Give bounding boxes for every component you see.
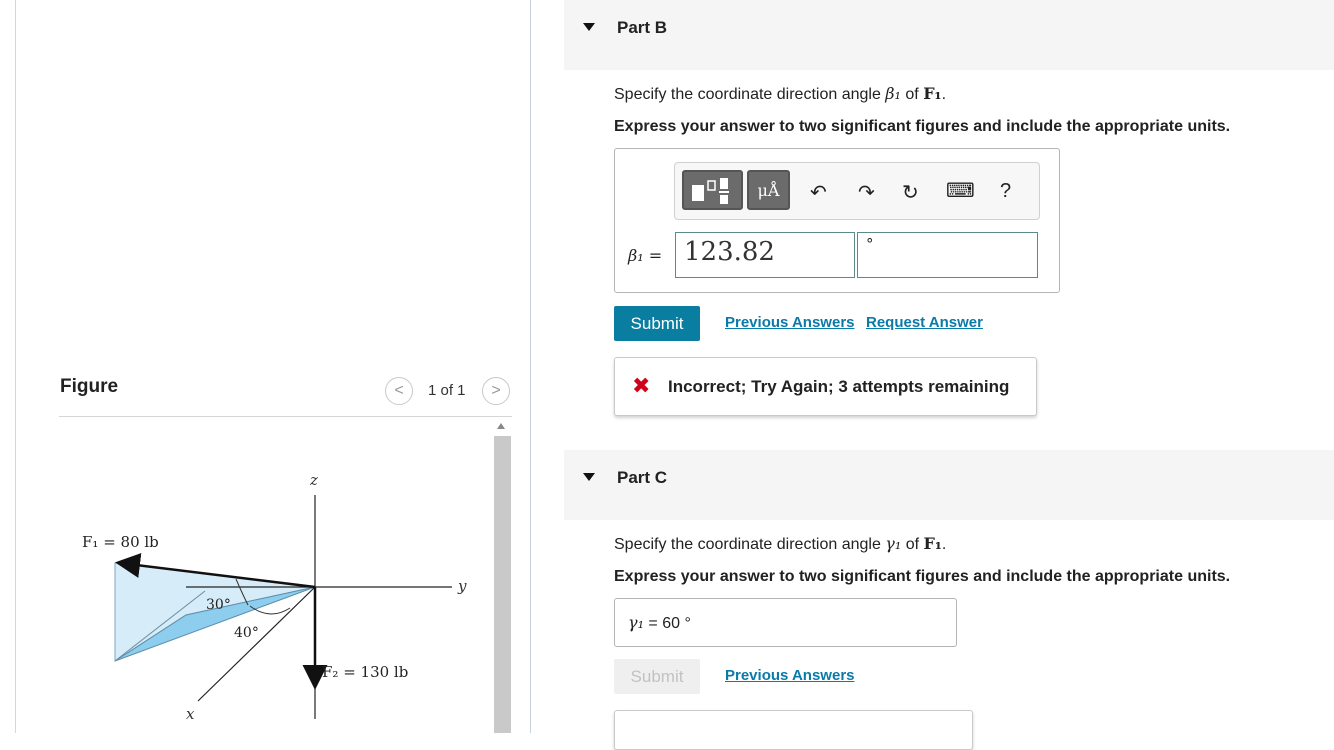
f1-label: F₁ = 80 lb [82,533,159,551]
angle-40-label: 40° [234,625,259,641]
templates-icon [684,172,741,208]
part-b-instruction: Express your answer to two significant figures and include the appropriate units. [614,118,1231,135]
part-b-question: Specify the coordinate direction angle β₁ of F₁. [614,84,947,103]
panel-splitter[interactable] [530,0,531,733]
collapse-part-c-icon[interactable] [583,473,595,481]
beta-label: β₁ = [628,246,663,265]
figure-divider [59,416,512,417]
part-c-question: Specify the coordinate direction angle γ₁ of F₁. [614,534,947,553]
part-c-submit-button[interactable]: Submit [614,659,700,694]
reset-icon[interactable]: ↻ [902,182,919,204]
part-b-title: Part B [617,18,668,37]
scroll-up-arrow-icon[interactable] [497,423,505,429]
f2-label: F₂ = 130 lb [322,663,409,681]
keyboard-icon[interactable]: ⌨ [946,180,975,202]
left-panel-border [15,0,16,733]
next-figure-button[interactable]: > [482,377,510,405]
units-input[interactable]: ° [857,232,1038,278]
collapse-part-b-icon[interactable] [583,23,595,31]
part-c-instruction: Express your answer to two significant figures and include the appropriate units. [614,568,1231,585]
help-icon[interactable]: ? [1000,180,1012,202]
previous-figure-button[interactable]: < [385,377,413,405]
value-input[interactable]: 123.82 [675,232,855,278]
part-c-header[interactable] [564,450,1334,520]
undo-icon[interactable]: ↶ [810,182,827,204]
part-b-header[interactable] [564,0,1334,70]
redo-icon[interactable]: ↷ [858,182,875,204]
x-axis-label: x [186,705,195,723]
figure-pager-text: 1 of 1 [428,382,466,399]
previous-answers-link[interactable]: Previous Answers [725,314,855,331]
figure-scrollbar[interactable] [494,436,511,733]
part-c-title: Part C [617,468,668,487]
part-c-feedback-box [614,710,973,750]
force-diagram [60,465,480,733]
feedback-text: Incorrect; Try Again; 3 attempts remaining [668,377,1010,396]
request-answer-link[interactable]: Request Answer [866,314,983,331]
angle-30-label: 30° [206,597,231,613]
submit-button[interactable]: Submit [614,306,700,341]
incorrect-icon: ✖ [632,373,651,398]
y-axis-label: y [458,577,467,595]
figure-title: Figure [60,376,119,397]
units-button[interactable]: μÅ [747,170,790,210]
templates-button[interactable] [682,170,743,210]
part-c-previous-answers-link[interactable]: Previous Answers [725,667,855,684]
part-c-submitted-answer: γ₁ = 60 ° [628,613,691,632]
z-axis-label: z [310,471,318,489]
